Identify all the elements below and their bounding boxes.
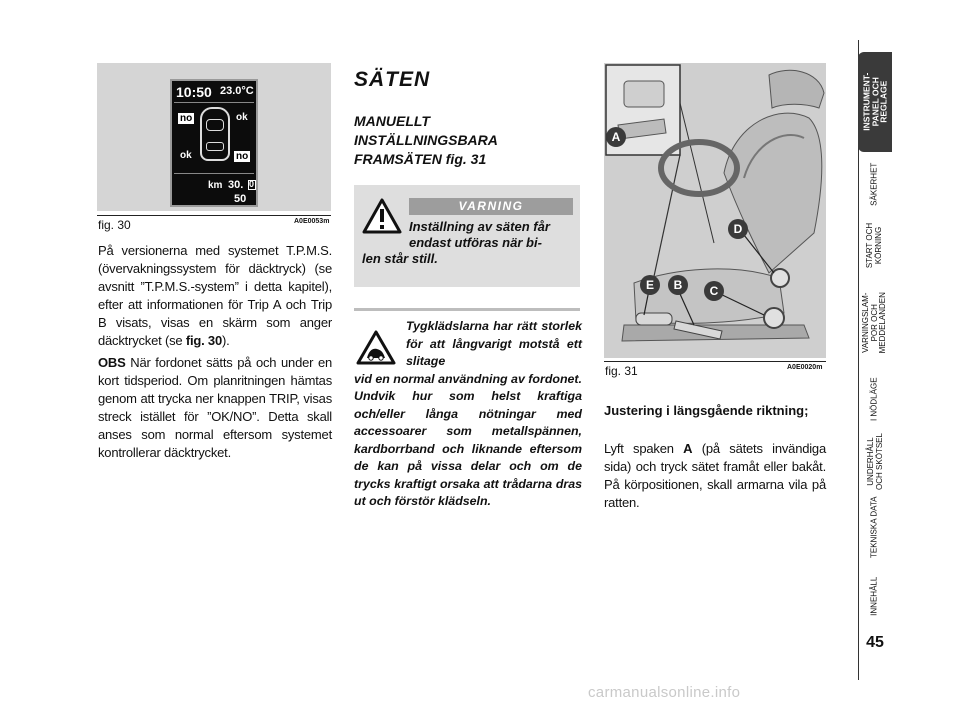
tpms-text-end: ).: [222, 333, 230, 348]
figure-31-image: [604, 63, 826, 358]
tab-label: UNDERHÅLL OCH SKÖTSEL: [865, 432, 883, 490]
tab-label: I NÖDLÄGE: [869, 377, 879, 421]
obs-label: OBS: [98, 355, 126, 370]
section-title: SÄTEN: [354, 68, 431, 91]
adjust-text-end: (på sätets invändiga sida) och tryck sätet framåt eller bakåt. På körpositionen, skall armarna vila på ratten.: [604, 441, 826, 510]
warning-text: Inställning av säten får endast utföras när bi-: [409, 219, 550, 250]
tyre-rear-right-status: no: [236, 151, 249, 162]
tab-start-och-korning[interactable]: [858, 214, 892, 276]
tab-varningslampor[interactable]: [858, 278, 892, 368]
watermark: carmanualsonline.info: [588, 684, 741, 701]
callout-a: A: [606, 127, 626, 147]
tpms-text: På versionerna med systemet T.P.M.S. (övervakningssystem för däcktryck) (se avsnitt ”T.P.M.S.-system” i detta kapitel), efter att informationen för Trip A och Trip B visats, visas en skärm som anger däcktrycket (se: [98, 243, 332, 348]
figure-30-label: fig. 30: [98, 218, 131, 232]
display-km-value: 30.: [228, 179, 244, 191]
warning-label: VARNING: [409, 198, 573, 215]
figure-31-rule: [604, 361, 826, 362]
figure-30-code: A0E0053m: [294, 218, 330, 225]
display-km-digit-box: [248, 180, 256, 190]
figure-30-image: [97, 63, 331, 211]
warning-triangle-icon: [362, 197, 402, 235]
car-outline-icon: [200, 107, 230, 161]
display-temperature: 23.0°C: [220, 85, 254, 97]
display-divider: [174, 173, 254, 174]
tyre-front-left-status: no: [180, 113, 193, 124]
tab-innehall[interactable]: [858, 564, 892, 628]
callout-d: D: [728, 219, 748, 239]
lever-a-reference: A: [683, 441, 693, 456]
seat-illustration: [604, 63, 826, 358]
longitudinal-adjust-heading: Justering i längsgående riktning;: [604, 403, 809, 418]
tab-underhall[interactable]: [858, 430, 892, 492]
tab-sakerhet[interactable]: [858, 156, 892, 212]
callout-b: B: [668, 275, 688, 295]
tyre-rear-left-status: ok: [180, 150, 192, 161]
fig-30-reference: fig. 30: [185, 333, 222, 348]
display-km-label: km: [208, 180, 223, 191]
warning-box: [354, 185, 580, 287]
tab-tekniska-data[interactable]: [858, 492, 892, 562]
obs-text: När fordonet sätts på och under en kort tidsperiod. Om planritningen hämtas genom att trycka ner knappen TRIP, visas streck istället för ”OK/NO”. Detta skall anses som normal eftersom systemet kontrollerar däcktrycket.: [98, 355, 332, 460]
section-divider: [354, 308, 580, 311]
left-text-column: [98, 242, 332, 466]
figure-30-rule: [97, 215, 331, 216]
tab-instrumentpanel[interactable]: [858, 52, 892, 152]
tab-label: INNEHÅLL: [869, 576, 879, 616]
caution-text-indented: Tygklädslarna har rätt storlek för att långvarigt motstå ett slitage: [406, 319, 582, 368]
tpms-display: [170, 79, 258, 207]
tab-label: SÄKERHET: [869, 162, 879, 206]
tyre-front-right-status: ok: [236, 112, 248, 123]
tab-i-nodlage[interactable]: [858, 370, 892, 428]
warning-text-continued: len står still.: [362, 251, 438, 266]
callout-e: E: [640, 275, 660, 295]
page-number: 45: [866, 634, 884, 651]
tab-label: START OCH KÖRNING: [865, 222, 883, 268]
obs-paragraph: [98, 354, 332, 462]
tab-label: INSTRUMENT- PANEL OCH REGLAGE: [861, 72, 889, 132]
figure-31-label: fig. 31: [605, 364, 638, 378]
display-bottom-value: 50: [234, 193, 247, 205]
callout-c: C: [704, 281, 724, 301]
display-time: 10:50: [176, 84, 212, 100]
upholstery-caution-text: [354, 318, 582, 511]
section-subtitle: MANUELLT INSTÄLLNINGSBARA FRAMSÄTEN fig. 31: [354, 113, 498, 167]
figure-31-code: A0E0020m: [787, 364, 823, 371]
display-km-digit: 0: [249, 179, 255, 189]
adjust-text-start: Lyft spaken: [604, 441, 684, 456]
right-text-column: [604, 440, 826, 516]
tpms-paragraph: [98, 242, 332, 350]
display-divider: [174, 102, 254, 103]
tab-label: VARNINGSLAM- POR OCH MEDDELANDEN: [861, 292, 888, 354]
caution-text-body: vid en normal användning av fordonet. Undvik hur som helst kraftiga och/eller långa nötningar med accessoarer som metallspännen, kardborrband och liknande eftersom de kan på vissa delar och om de trycks kraftigt orsaka att trådarna dras ut och förstör klädseln.: [354, 371, 582, 508]
tab-label: TEKNISKA DATA: [869, 496, 879, 558]
longitudinal-adjust-text: [604, 440, 826, 512]
